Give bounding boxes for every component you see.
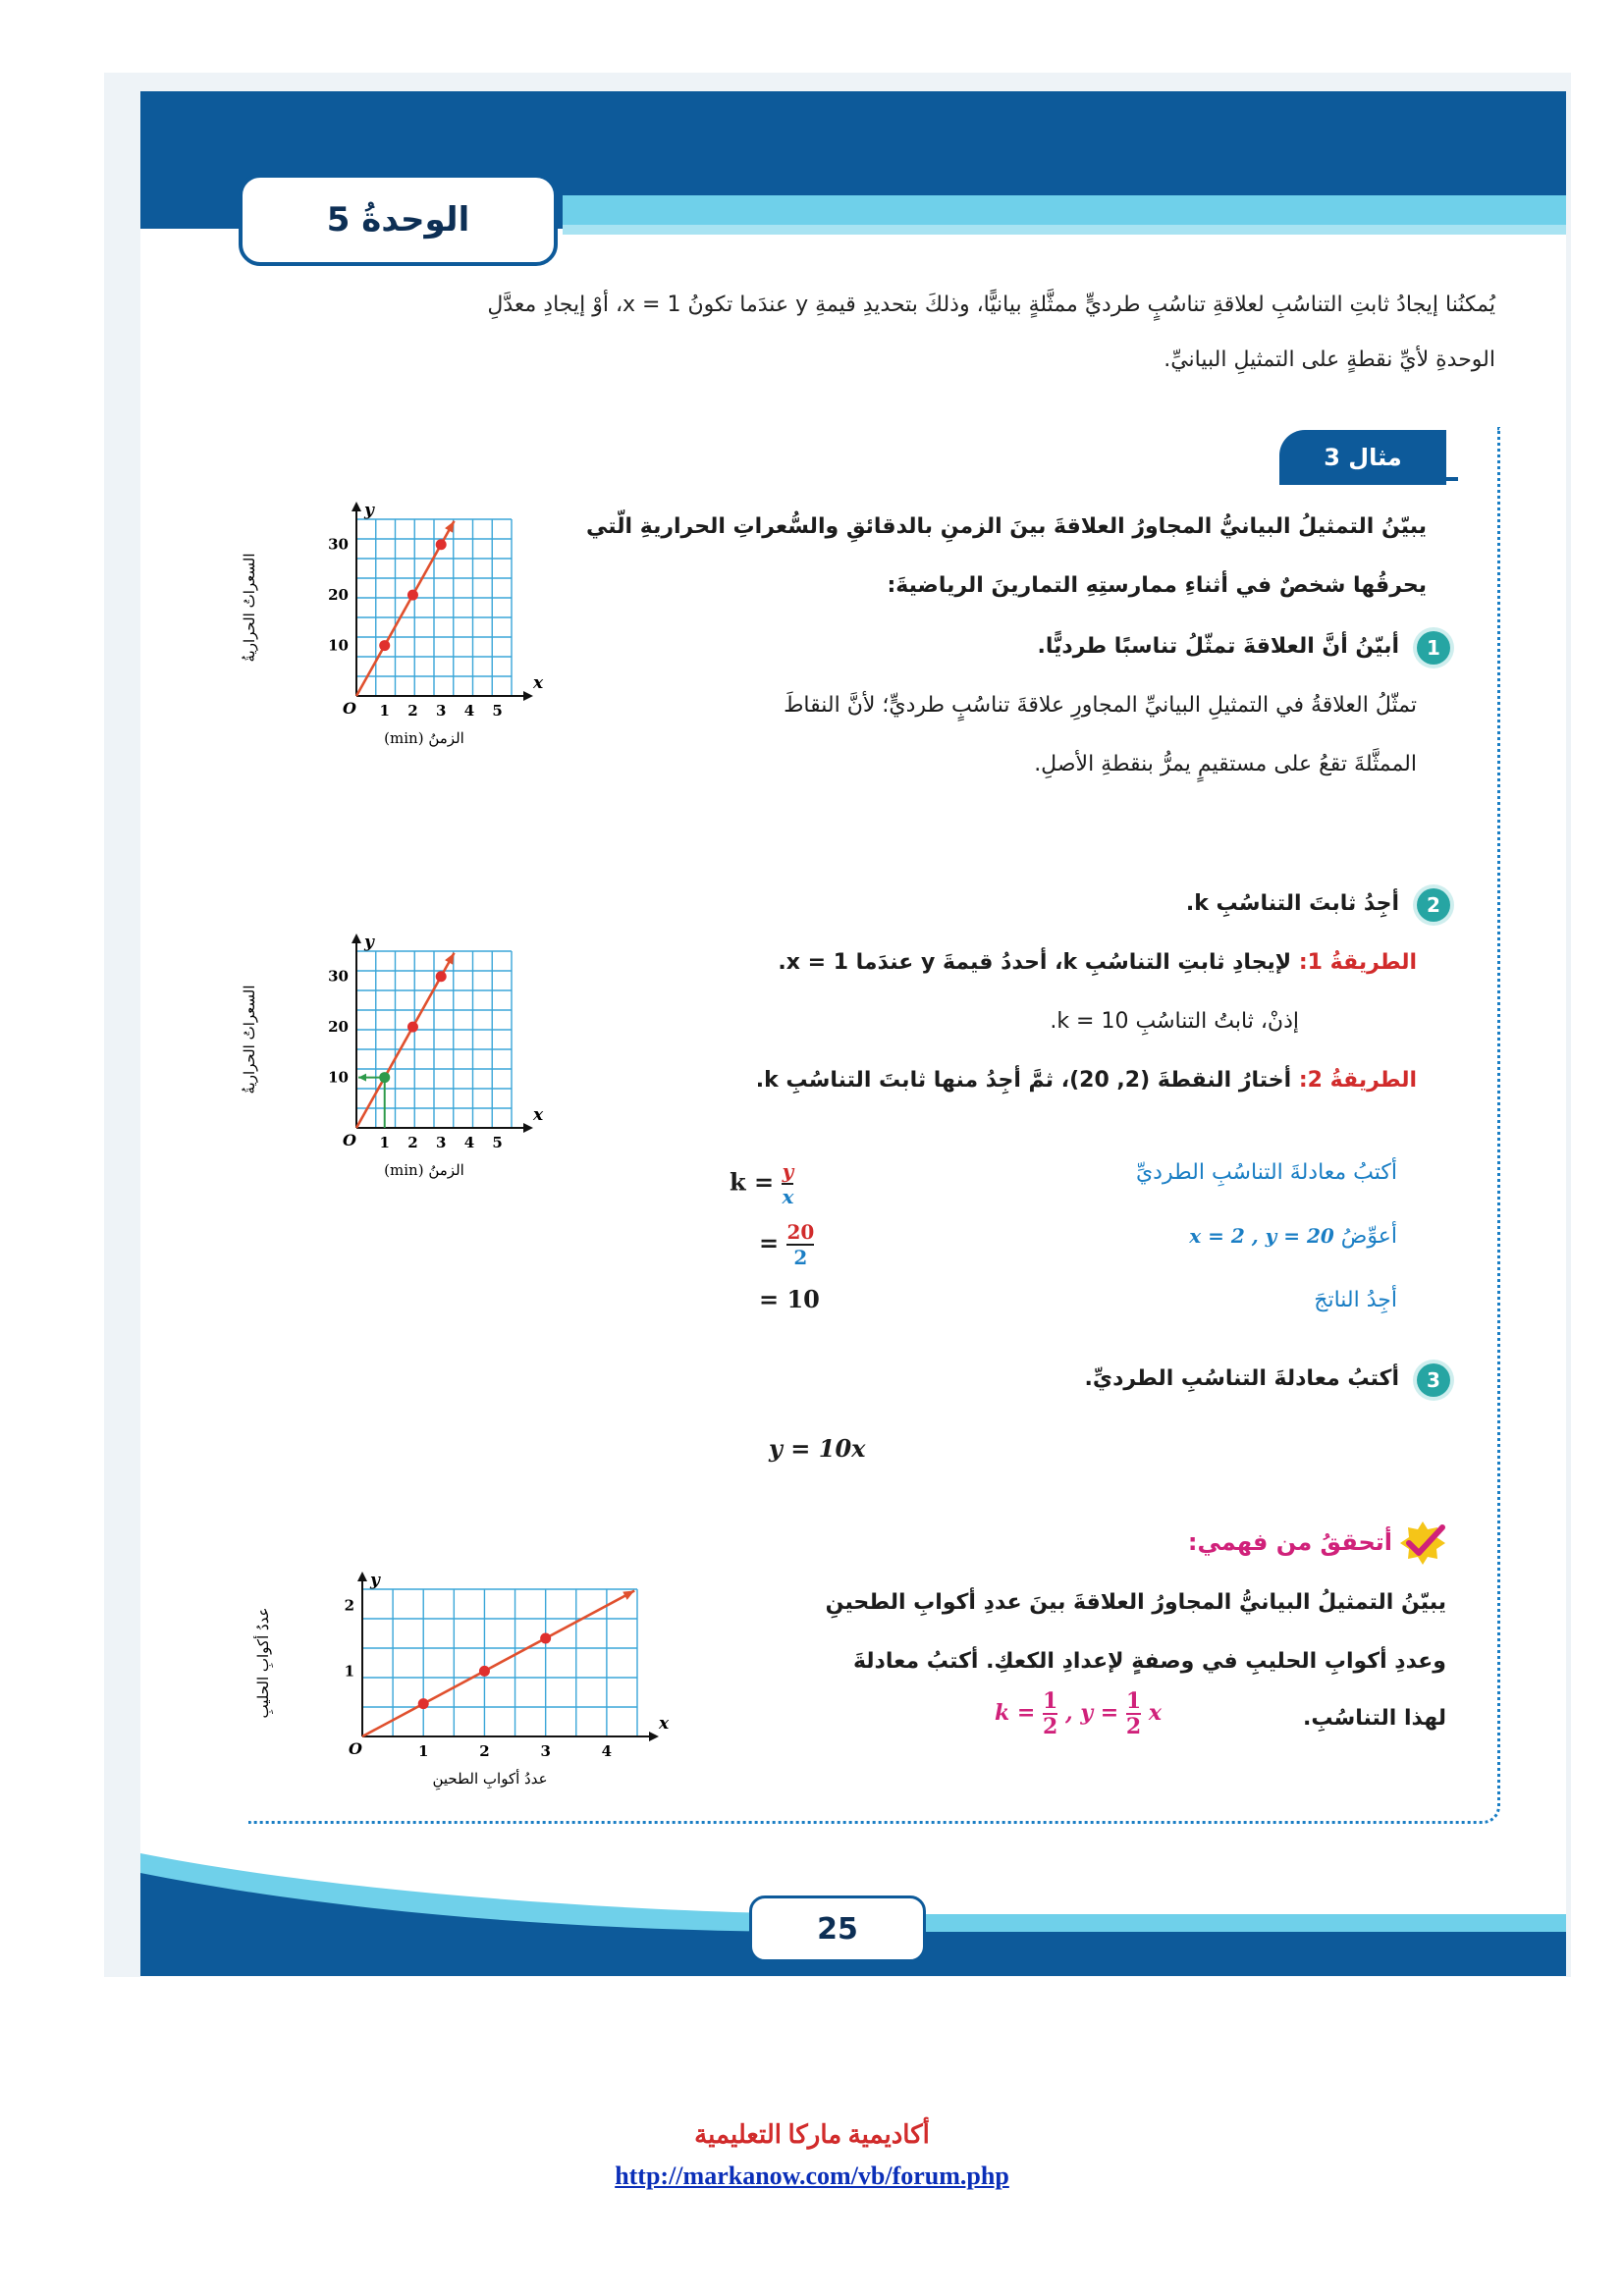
- y-tick-label: 20: [328, 1018, 349, 1037]
- step-1-prefix: k =: [730, 1167, 775, 1197]
- y-axis-arrow: [352, 934, 361, 943]
- origin-label: O: [343, 699, 356, 718]
- y-axis-letter: y: [370, 1572, 380, 1590]
- x-axis-arrow: [523, 691, 533, 701]
- x-tick-label: 3: [435, 702, 447, 720]
- page: [140, 91, 1566, 1976]
- example-tag: مثال 3: [1279, 430, 1446, 485]
- unit-title: الوحدةُ 5: [239, 174, 558, 266]
- method-2: [631, 1061, 1417, 1100]
- question-3-answer: y = 10x: [769, 1434, 866, 1463]
- x-tick-label: 5: [492, 702, 503, 720]
- step-2-fraction: [786, 1220, 814, 1269]
- step-1-comment: أكتبُ معادلةَ التناسُبِ الطرديِّ: [1135, 1160, 1397, 1185]
- fraction-denominator: 2: [1043, 1714, 1058, 1739]
- y-tick-label: 10: [328, 636, 349, 655]
- question-number-2: 2: [1417, 888, 1450, 922]
- credit-link[interactable]: http://markanow.com/vb/forum.php: [615, 2162, 1009, 2190]
- y-axis-title: السعراتُ الحراريةُ: [241, 985, 258, 1095]
- x-tick-label: 4: [463, 702, 475, 720]
- x-tick-label: 5: [492, 1134, 503, 1151]
- question-2: أجِدُ ثابتَ التناسُبِ k.: [1185, 891, 1399, 916]
- step-2-equation: [759, 1220, 814, 1269]
- check-answer-y: , y =: [1065, 1700, 1119, 1726]
- x-tick-label: 1: [418, 1742, 429, 1760]
- chart-calories-2: [229, 934, 553, 1184]
- y-tick-label: 20: [328, 586, 349, 605]
- y-axis-title: السعراتُ الحراريةُ: [241, 553, 258, 663]
- x-axis-letter: x: [533, 673, 544, 693]
- y-tick-label: 2: [344, 1596, 354, 1615]
- y-tick-label: 30: [328, 967, 349, 986]
- x-axis-title: الزمنُ (min): [384, 729, 464, 747]
- header-stripe: [563, 195, 1566, 225]
- origin-label: O: [349, 1739, 362, 1758]
- method-1: [631, 943, 1417, 983]
- x-axis-title: عددُ أكوابِ الطحينِ: [432, 1770, 548, 1788]
- fraction-numerator: 20: [786, 1220, 815, 1244]
- question-number-3: 3: [1417, 1363, 1450, 1397]
- x-tick-label: 3: [435, 1134, 447, 1151]
- guide-arrow: [358, 1074, 366, 1082]
- intro-paragraph: [199, 278, 1495, 388]
- check-answer: [995, 1689, 1162, 1738]
- step-2-comment: [975, 1216, 1397, 1256]
- credit: [0, 2120, 1624, 2191]
- question-3: أكتبُ معادلةَ التناسُبِ الطرديِّ.: [1084, 1366, 1399, 1391]
- data-point: [407, 1022, 418, 1033]
- x-axis-letter: x: [533, 1105, 544, 1125]
- intro-line: يُمكنُنا إيجادُ ثابتِ التناسُبِ لعلاقةِ تناسُبٍ طرديٍّ ممثَّلةٍ بيانيًّا، وذلكَ بتحديدِ قيمةِ y عندَما تكونُ x = 1، أوْ إيجادِ معدَّلِ: [487, 293, 1495, 317]
- data-point: [379, 640, 390, 651]
- x-tick-label: 2: [407, 702, 418, 720]
- step-2-comment-text: أعوِّضُ: [1340, 1224, 1397, 1249]
- method-1-label: الطريقةُ 1:: [1298, 950, 1417, 975]
- header-stripe-light: [563, 225, 1566, 235]
- y-tick-label: 1: [344, 1662, 354, 1681]
- x-tick-label: 4: [463, 1134, 475, 1151]
- method-1-result: إذنْ، ثابتُ التناسُبِ k = 10.: [1050, 1009, 1299, 1034]
- chart-calories-1: [229, 502, 553, 752]
- x-tick-label: 4: [601, 1742, 613, 1760]
- series-line: [362, 1591, 634, 1737]
- data-point: [479, 1666, 490, 1677]
- y-axis-letter: y: [364, 934, 374, 952]
- chart-flour-milk: [239, 1572, 749, 1807]
- data-point: [418, 1698, 429, 1709]
- x-tick-label: 3: [540, 1742, 551, 1760]
- y-tick-label: 10: [328, 1068, 349, 1087]
- step-1-equation: [730, 1159, 793, 1208]
- fraction-denominator: x: [782, 1185, 794, 1208]
- intro-line: الوحدةِ لأيِّ نقطةٍ على التمثيلِ البيانيِّ.: [1164, 347, 1495, 372]
- method-1-text: لإيجادِ ثابتِ التناسُبِ k، أحددُ قيمةَ y عندَما x = 1.: [778, 950, 1292, 975]
- fraction-denominator: 2: [793, 1246, 808, 1269]
- example-tag-underline: [1429, 477, 1458, 481]
- check-fraction-1: [1043, 1689, 1057, 1738]
- x-axis-arrow: [523, 1123, 533, 1133]
- x-tick-label: 2: [479, 1742, 490, 1760]
- answer-1-line: الممثَّلةَ تقعُ على مستقيمٍ يمرُّ بنقطةِ الأصلِ.: [1034, 752, 1417, 776]
- data-point: [436, 971, 447, 982]
- question-number-1: 1: [1417, 631, 1450, 665]
- origin-label: O: [343, 1131, 356, 1149]
- x-axis-arrow: [649, 1732, 659, 1741]
- credit-title: أكاديمية ماركا التعليمية: [694, 2120, 930, 2149]
- fraction-numerator: y: [782, 1159, 794, 1183]
- fraction-numerator: 1: [1125, 1688, 1142, 1714]
- question-1: أبيّنُ أنَّ العلاقةَ تمثّلُ تناسبًا طرديًّا.: [1037, 634, 1399, 659]
- y-tick-label: 30: [328, 535, 349, 554]
- data-point-highlight: [379, 1072, 390, 1083]
- x-tick-label: 1: [379, 1134, 390, 1151]
- check-title: أتحققُ من فهمي:: [1187, 1528, 1392, 1556]
- chart-grid: [356, 519, 512, 696]
- check-fraction-2: [1126, 1689, 1141, 1738]
- check-answer-x: x: [1148, 1700, 1162, 1726]
- page-number: 25: [749, 1896, 926, 1962]
- check-answer-k: k =: [995, 1700, 1036, 1726]
- step-2-prefix: =: [759, 1228, 780, 1257]
- x-axis-letter: x: [659, 1714, 670, 1734]
- data-point: [436, 539, 447, 550]
- fraction-denominator: 2: [1125, 1714, 1142, 1739]
- y-axis-arrow: [357, 1572, 367, 1581]
- checkmark-badge-icon: [1397, 1520, 1448, 1567]
- answer-1-line: تمثّلُ العلاقةُ في التمثيلِ البيانيِّ المجاورِ علاقةَ تناسُبٍ طرديٍّ؛ لأنَّ النقاطَ: [784, 693, 1417, 718]
- step-3-equation: = 10: [759, 1285, 820, 1313]
- x-tick-label: 1: [379, 702, 390, 720]
- method-2-label: الطريقةُ 2:: [1298, 1068, 1417, 1093]
- y-axis-letter: y: [364, 502, 374, 520]
- step-2-comment-math: x = 2 , y = 20: [1189, 1224, 1334, 1248]
- data-point: [407, 590, 418, 601]
- x-tick-label: 2: [407, 1134, 418, 1151]
- step-1-fraction: [782, 1159, 793, 1208]
- problem-line: يحرقُها شخصٌ في أثناءِ ممارستِهِ التمارينَ الرياضيةَ:: [887, 573, 1427, 598]
- chart-grid: [356, 951, 512, 1128]
- y-axis-title: عددُ أكوابِ الحليبِ: [254, 1607, 272, 1719]
- method-2-text: أختارُ النقطةَ (2, 20)، ثمَّ أجِدُ منها ثابتَ التناسُبِ k.: [755, 1068, 1292, 1093]
- data-point: [540, 1633, 551, 1644]
- y-axis-arrow: [352, 502, 361, 511]
- check-line: يبيّنُ التمثيلُ البيانيُّ المجاورُ العلاقةَ بينَ عددِ أكوابِ الطحينِ: [825, 1590, 1446, 1615]
- check-line: لهذا التناسُبِ.: [1303, 1706, 1446, 1731]
- fraction-numerator: 1: [1043, 1688, 1058, 1714]
- problem-line: يبيّنُ التمثيلُ البيانيُّ المجاورُ العلاقةَ بينَ الزمنِ بالدقائقِ والسُّعراتِ الحراريةِ الّتي: [586, 514, 1427, 539]
- step-3-comment: أجِدُ الناتجَ: [1314, 1288, 1397, 1312]
- x-axis-title: الزمنُ (min): [384, 1161, 464, 1179]
- check-line: وعددِ أكوابِ الحليبِ في وصفةٍ لإعدادِ الكعكِ. أكتبُ معادلةَ: [852, 1649, 1446, 1674]
